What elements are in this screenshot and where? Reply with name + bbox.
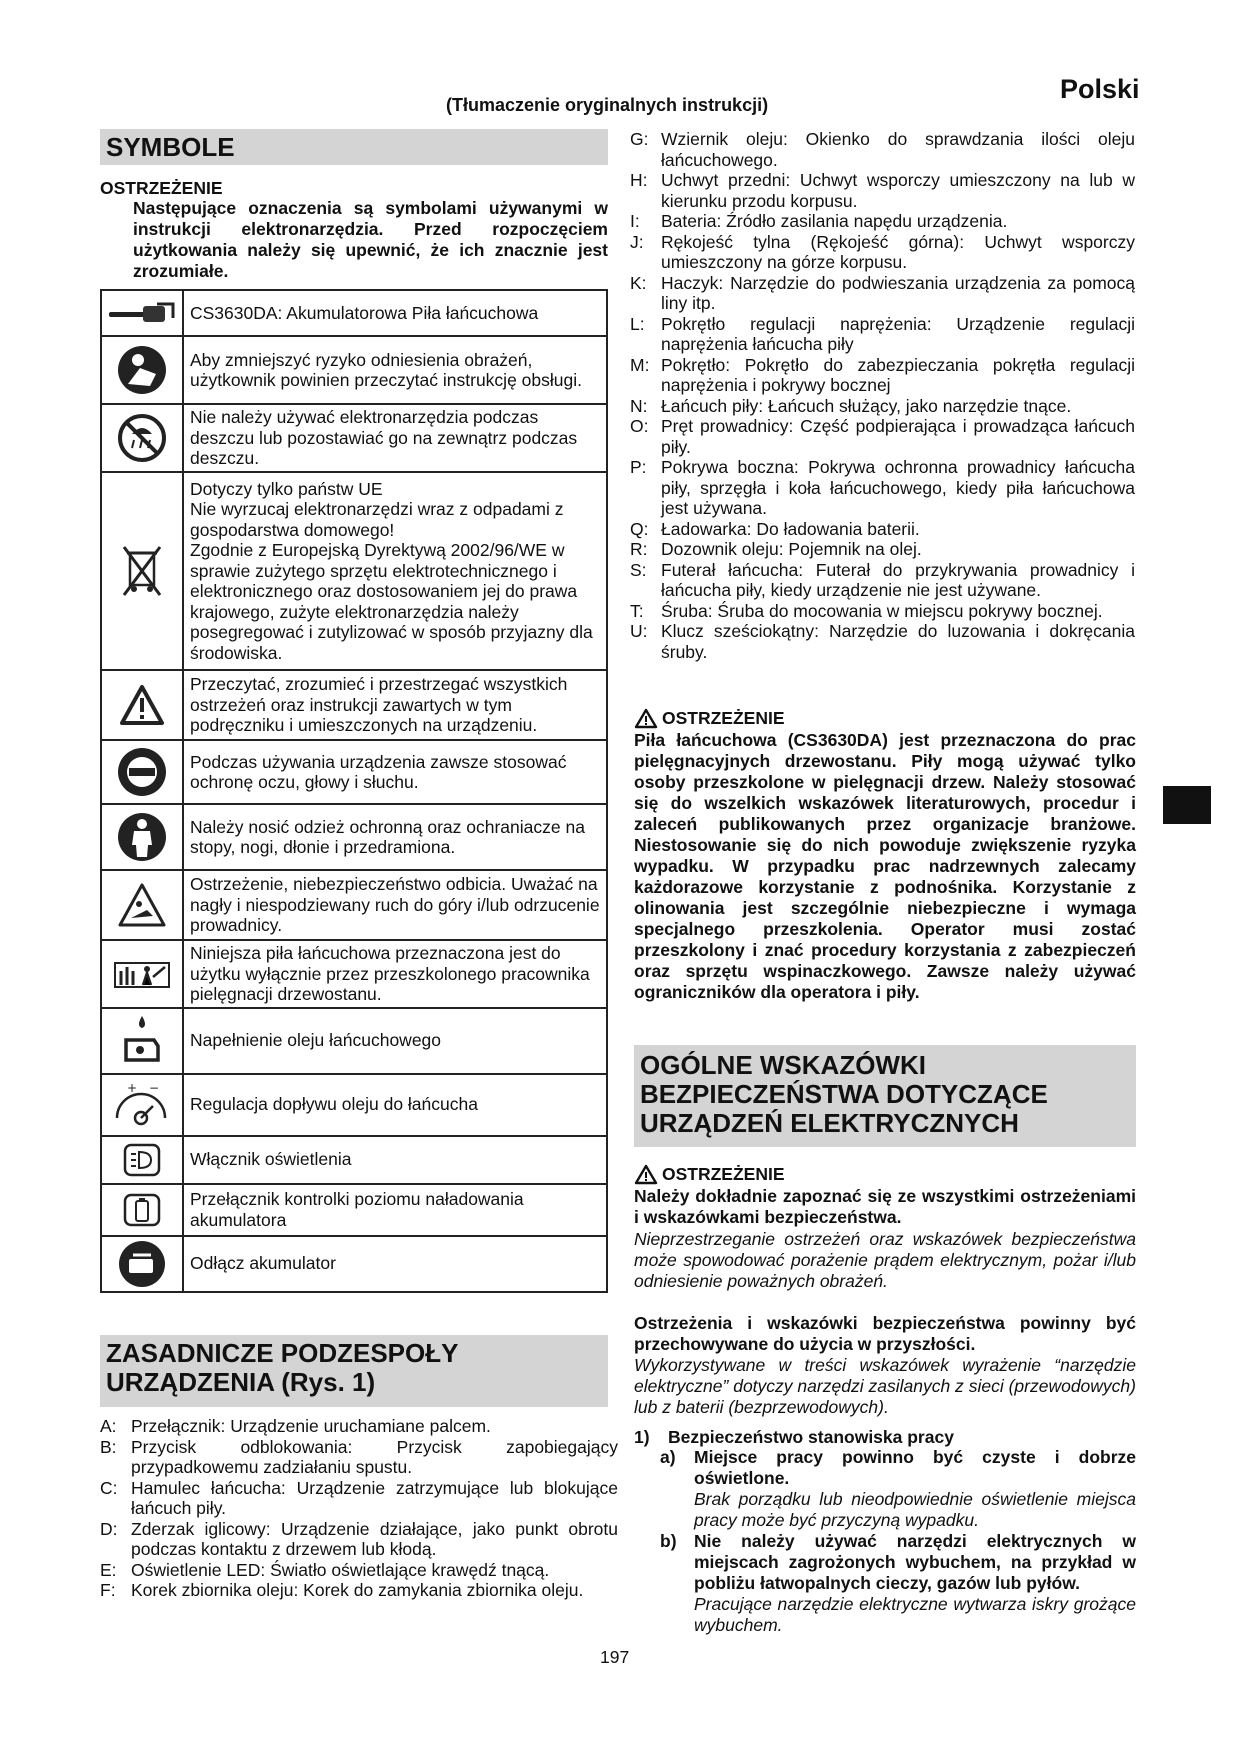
section-thumb-tab <box>1163 786 1211 824</box>
symbols-section-title: SYMBOLE <box>100 129 608 165</box>
symbol-row <box>101 740 607 804</box>
helmet-protection-icon <box>101 740 183 804</box>
component-text: Pokrętło regulacji naprężenia: Urządzenie regulacji naprężenia łańcucha piły <box>661 313 1135 354</box>
symbol-row <box>101 1236 607 1292</box>
weee-bin-icon <box>101 472 183 670</box>
symbol-text: Aby zmniejszyć ryzyko odniesienia obrażeń, użytkownik powinien przeczytać instrukcję obsługi. <box>183 336 607 404</box>
symbol-row <box>101 404 607 472</box>
sub-item-b <box>660 1531 1136 1636</box>
svg-text:+: + <box>127 1080 138 1095</box>
symbols-warning-label: OSTRZEŻENIE <box>100 178 223 198</box>
general-warning-italic: Nieprzestrzeganie ostrzeżeń oraz wskazówek bezpieczeństwa może spowodować porażenie prądem elektrycznym, pożar i/lub odniesienie poważnych obrażeń. <box>634 1229 1136 1291</box>
component-item <box>630 314 1135 355</box>
symbol-text: Przeczytać, zrozumieć i przestrzegać wszystkich ostrzeżeń oraz instrukcji zawartych w tym podręczniku i umieszczonych na urządzeniu. <box>183 670 607 740</box>
component-item <box>630 211 1135 232</box>
component-letter: J: <box>630 231 644 252</box>
oil-flow-adjust-icon <box>101 1074 183 1136</box>
component-letter: C: <box>100 1477 118 1498</box>
component-item <box>100 1519 618 1560</box>
symbol-text: Niniejsza piła łańcuchowa przeznaczona jest do użytku wyłącznie przez przeszkolonego pracownika pielęgnacji drzewostanu. <box>183 940 607 1008</box>
component-text: Haczyk: Narzędzie do podwieszania urządzenia za pomocą liny itp. <box>661 272 1135 313</box>
component-letter: P: <box>630 457 647 477</box>
component-letter: L: <box>630 313 645 334</box>
symbols-intro: Następujące oznaczenia są symbolami używanymi w instrukcji elektronarzędzia. Przed rozpoczęciem użytkowania należy się upewnić, że ich znacznie jest zrozumiałe. <box>133 198 608 281</box>
sub-item-bold: Nie należy używać narzędzi elektrycznych w miejscach zagrożonych wybuchem, na przykład w pobliżu łatwopalnych cieczy, gazów lub pyłów. <box>694 1531 1136 1593</box>
language-label: Polski <box>1060 74 1140 104</box>
sub-item-a <box>660 1447 1136 1531</box>
disconnect-battery-icon <box>101 1236 183 1292</box>
symbols-table <box>100 289 608 1293</box>
general-warning-bold: Należy dokładnie zapoznać się ze wszystkimi ostrzeżeniami i wskazówkami bezpieczeństwa. <box>634 1186 1136 1227</box>
component-item <box>630 519 1135 540</box>
component-letter: Q: <box>630 518 649 539</box>
chainsaw-warning-label: OSTRZEŻENIE <box>662 708 785 728</box>
component-text: Przełącznik: Urządzenie uruchamiane palcem. <box>131 1416 491 1436</box>
sub-item-italic: Brak porządku lub nieodpowiednie oświetlenie miejsca pracy może być przyczyną wypadku. <box>694 1489 1136 1530</box>
component-letter: S: <box>630 559 647 580</box>
keep-instructions-italic: Wykorzystywane w treści wskazówek wyrażenie “narzędzie elektryczne” dotyczy narzędzi zasilanych z sieci (przewodowych) lub z baterii (bezprzewodowych). <box>634 1355 1136 1417</box>
chainsaw-icon <box>101 290 183 336</box>
component-item <box>630 601 1135 622</box>
general-warning-label: OSTRZEŻENIE <box>662 1164 785 1184</box>
component-letter: M: <box>630 354 650 375</box>
symbol-text: Włącznik oświetlenia <box>183 1136 607 1184</box>
symbol-text: Regulacja dopływu oleju do łańcucha <box>183 1074 607 1136</box>
component-item <box>630 539 1135 560</box>
symbol-row <box>101 670 607 740</box>
component-item <box>630 416 1135 457</box>
symbol-row <box>101 1008 607 1074</box>
light-switch-icon <box>101 1136 183 1184</box>
component-letter: N: <box>630 395 648 416</box>
component-text: Korek zbiornika oleju: Korek do zamykania zbiornika oleju. <box>131 1580 584 1600</box>
component-letter: I: <box>630 211 640 231</box>
item-number: 1) <box>634 1427 650 1447</box>
symbol-text: Przełącznik kontrolki poziomu naładowania akumulatora <box>183 1184 607 1236</box>
component-text: Wziernik oleju: Okienko do sprawdzania ilości oleju łańcuchowego. <box>661 129 1135 170</box>
component-item <box>100 1580 618 1601</box>
battery-indicator-icon <box>101 1184 183 1236</box>
no-rain-icon <box>101 404 183 472</box>
component-item <box>100 1416 618 1437</box>
symbol-text: Nie należy używać elektronarzędzia podczas deszczu lub pozostawiać go na zewnątrz podczas deszczu. <box>183 404 607 472</box>
symbol-text: CS3630DA: Akumulatorowa Piła łańcuchowa <box>183 290 607 336</box>
component-text: Pokrętło: Pokrętło do zabezpieczania pokrętła regulacji naprężenia i pokrywy bocznej <box>661 354 1135 395</box>
sub-item-letter: b) <box>660 1531 677 1551</box>
component-item <box>100 1437 618 1478</box>
symbol-row <box>101 336 607 404</box>
symbol-row <box>101 1136 607 1184</box>
component-item <box>630 129 1135 170</box>
symbol-row <box>101 1074 607 1136</box>
component-text: Hamulec łańcucha: Urządzenie zatrzymujące lub blokujące łańcuch piły. <box>131 1477 618 1518</box>
page-number: 197 <box>600 1647 630 1667</box>
trained-operator-icon <box>101 940 183 1008</box>
symbol-text: Odłącz akumulator <box>183 1236 607 1292</box>
symbol-row <box>101 940 607 1008</box>
component-letter: D: <box>100 1518 118 1539</box>
general-warning-heading <box>634 1164 785 1185</box>
sub-item-bold: Miejsce pracy powinno być czyste i dobrze oświetlone. <box>694 1447 1136 1488</box>
workplace-safety-heading <box>634 1427 1136 1448</box>
component-text: Futerał łańcucha: Futerał do przykrywania prowadnicy i łańcucha piły, kiedy urządzenie nie jest używane. <box>661 559 1135 600</box>
symbol-row <box>101 290 607 336</box>
warning-triangle-icon <box>101 670 183 740</box>
symbol-text: Dotyczy tylko państw UE Nie wyrzucaj elektronarzędzi wraz z odpadami z gospodarstwa domowego! Zgodnie z Europejską Dyrektywą 2002/96/WE w sprawie zużytego sprzętu elektrotechnicznego i elektronicznego oraz dostosowaniem jej do prawa krajowego, zużyte elektronarzędzia należy posegregować i zutylizować w sposób przyjazny dla środowiska. <box>183 472 607 670</box>
general-safety-title: OGÓLNE WSKAZÓWKI BEZPIECZEŃSTWA DOTYCZĄCE URZĄDZEŃ ELEKTRYCZNYCH <box>634 1045 1136 1147</box>
symbol-text: Podczas używania urządzenia zawsze stosować ochronę oczu, głowy i słuchu. <box>183 740 607 804</box>
component-item <box>100 1560 618 1581</box>
component-item <box>630 355 1135 396</box>
component-text: Śruba: Śruba do mocowania w miejscu pokrywy bocznej. <box>661 600 1103 621</box>
component-letter: E: <box>100 1559 117 1580</box>
component-text: Ładowarka: Do ładowania baterii. <box>661 518 920 539</box>
component-item <box>630 621 1135 662</box>
component-item <box>630 273 1135 314</box>
symbol-row <box>101 804 607 870</box>
protective-clothing-icon <box>101 804 183 870</box>
warning-triangle-icon <box>634 708 658 729</box>
components-list-left <box>100 1416 618 1601</box>
component-text: Przycisk odblokowania: Przycisk zapobiegający przypadkowemu zadziałaniu spustu. <box>131 1436 618 1477</box>
component-item <box>630 457 1135 519</box>
component-text: Bateria: Źródło zasilania napędu urządzenia. <box>661 211 1008 231</box>
symbol-row <box>101 870 607 940</box>
translation-note: (Tłumaczenie oryginalnych instrukcji) <box>446 95 769 115</box>
component-item <box>630 560 1135 601</box>
symbol-text: Należy nosić odzież ochronną oraz ochraniacze na stopy, nogi, dłonie i przedramiona. <box>183 804 607 870</box>
component-letter: A: <box>100 1416 117 1436</box>
component-letter: B: <box>100 1436 117 1457</box>
component-letter: F: <box>100 1580 116 1600</box>
component-letter: H: <box>630 170 648 190</box>
chainsaw-warning-text: Piła łańcuchowa (CS3630DA) jest przeznaczona do prac pielęgnacyjnych drzewostanu. Piły mogą używać tylko osoby przeszkolone w pielęgnacji drzew. Należy stosować się do wszelkich wskazówek literaturowych, procedur i zaleceń publikowanych przez organizacje branżowe. Niestosowanie się do nich powoduje zwiększenie ryzyka wypadku. W przypadku prac nadrzewnych zalecamy każdorazowe korzystanie z podnośnika. Korzystanie z olinowania jest szczególnie niebezpieczne i wymaga specjalnego przeszkolenia. Operator musi zostać przeszkolony i znać procedury korzystania z zabezpieczeń oraz sprzętu wspinaczkowego. Zawsze należy używać ograniczników dla operatora i piły. <box>634 730 1136 1002</box>
component-letter: T: <box>630 600 644 621</box>
symbol-row <box>101 1184 607 1236</box>
component-item <box>100 1478 618 1519</box>
item-title: Bezpieczeństwo stanowiska pracy <box>668 1427 954 1447</box>
read-manual-icon <box>101 336 183 404</box>
components-list-right <box>630 129 1135 662</box>
components-section-title: ZASADNICZE PODZESPOŁY URZĄDZENIA (Rys. 1) <box>100 1335 608 1407</box>
component-item <box>630 396 1135 417</box>
component-text: Klucz sześciokątny: Narzędzie do luzowania i dokręcania śruby. <box>661 621 1135 662</box>
sub-item-letter: a) <box>660 1447 676 1467</box>
symbol-row <box>101 472 607 670</box>
component-text: Dozownik oleju: Pojemnik na olej. <box>661 539 922 559</box>
oil-fill-icon <box>101 1008 183 1074</box>
component-item <box>630 170 1135 211</box>
svg-text:−: − <box>149 1080 160 1095</box>
symbol-text: Napełnienie oleju łańcuchowego <box>183 1008 607 1074</box>
kickback-warning-icon <box>101 870 183 940</box>
component-text: Pręt prowadnicy: Część podpierająca i prowadząca łańcuch piły. <box>661 416 1135 457</box>
warning-triangle-icon <box>634 1164 658 1185</box>
component-text: Zderzak iglicowy: Urządzenie działające, jako punkt obrotu podczas kontaktu z drzewem lub kłodą. <box>131 1518 618 1559</box>
component-text: Pokrywa boczna: Pokrywa ochronna prowadnicy łańcucha piły, sprzęgła i koła łańcuchowego, kiedy piła łańcuchowa jest używana. <box>661 457 1135 518</box>
component-letter: R: <box>630 539 648 559</box>
symbol-text: Ostrzeżenie, niebezpieczeństwo odbicia. Uważać na nagły i niespodziewany ruch do góry i/lub odrzucenie prowadnicy. <box>183 870 607 940</box>
component-text: Oświetlenie LED: Światło oświetlające krawędź tnącą. <box>131 1559 550 1580</box>
keep-instructions-bold: Ostrzeżenia i wskazówki bezpieczeństwa powinny być przechowywane do użycia w przyszłości. <box>634 1313 1136 1354</box>
chainsaw-warning-heading <box>634 708 785 729</box>
sub-item-italic: Pracujące narzędzie elektryczne wytwarza iskry grożące wybuchem. <box>694 1594 1136 1635</box>
component-letter: G: <box>630 129 649 149</box>
component-letter: U: <box>630 621 648 641</box>
component-item <box>630 232 1135 273</box>
component-text: Rękojeść tylna (Rękojeść górna): Uchwyt wsporczy umieszczony na górze korpusu. <box>661 231 1135 272</box>
component-letter: O: <box>630 416 649 436</box>
component-letter: K: <box>630 272 647 293</box>
component-text: Uchwyt przedni: Uchwyt wsporczy umieszczony na lub w kierunku przodu korpusu. <box>661 170 1135 211</box>
component-text: Łańcuch piły: Łańcuch służący, jako narzędzie tnące. <box>661 395 1072 416</box>
